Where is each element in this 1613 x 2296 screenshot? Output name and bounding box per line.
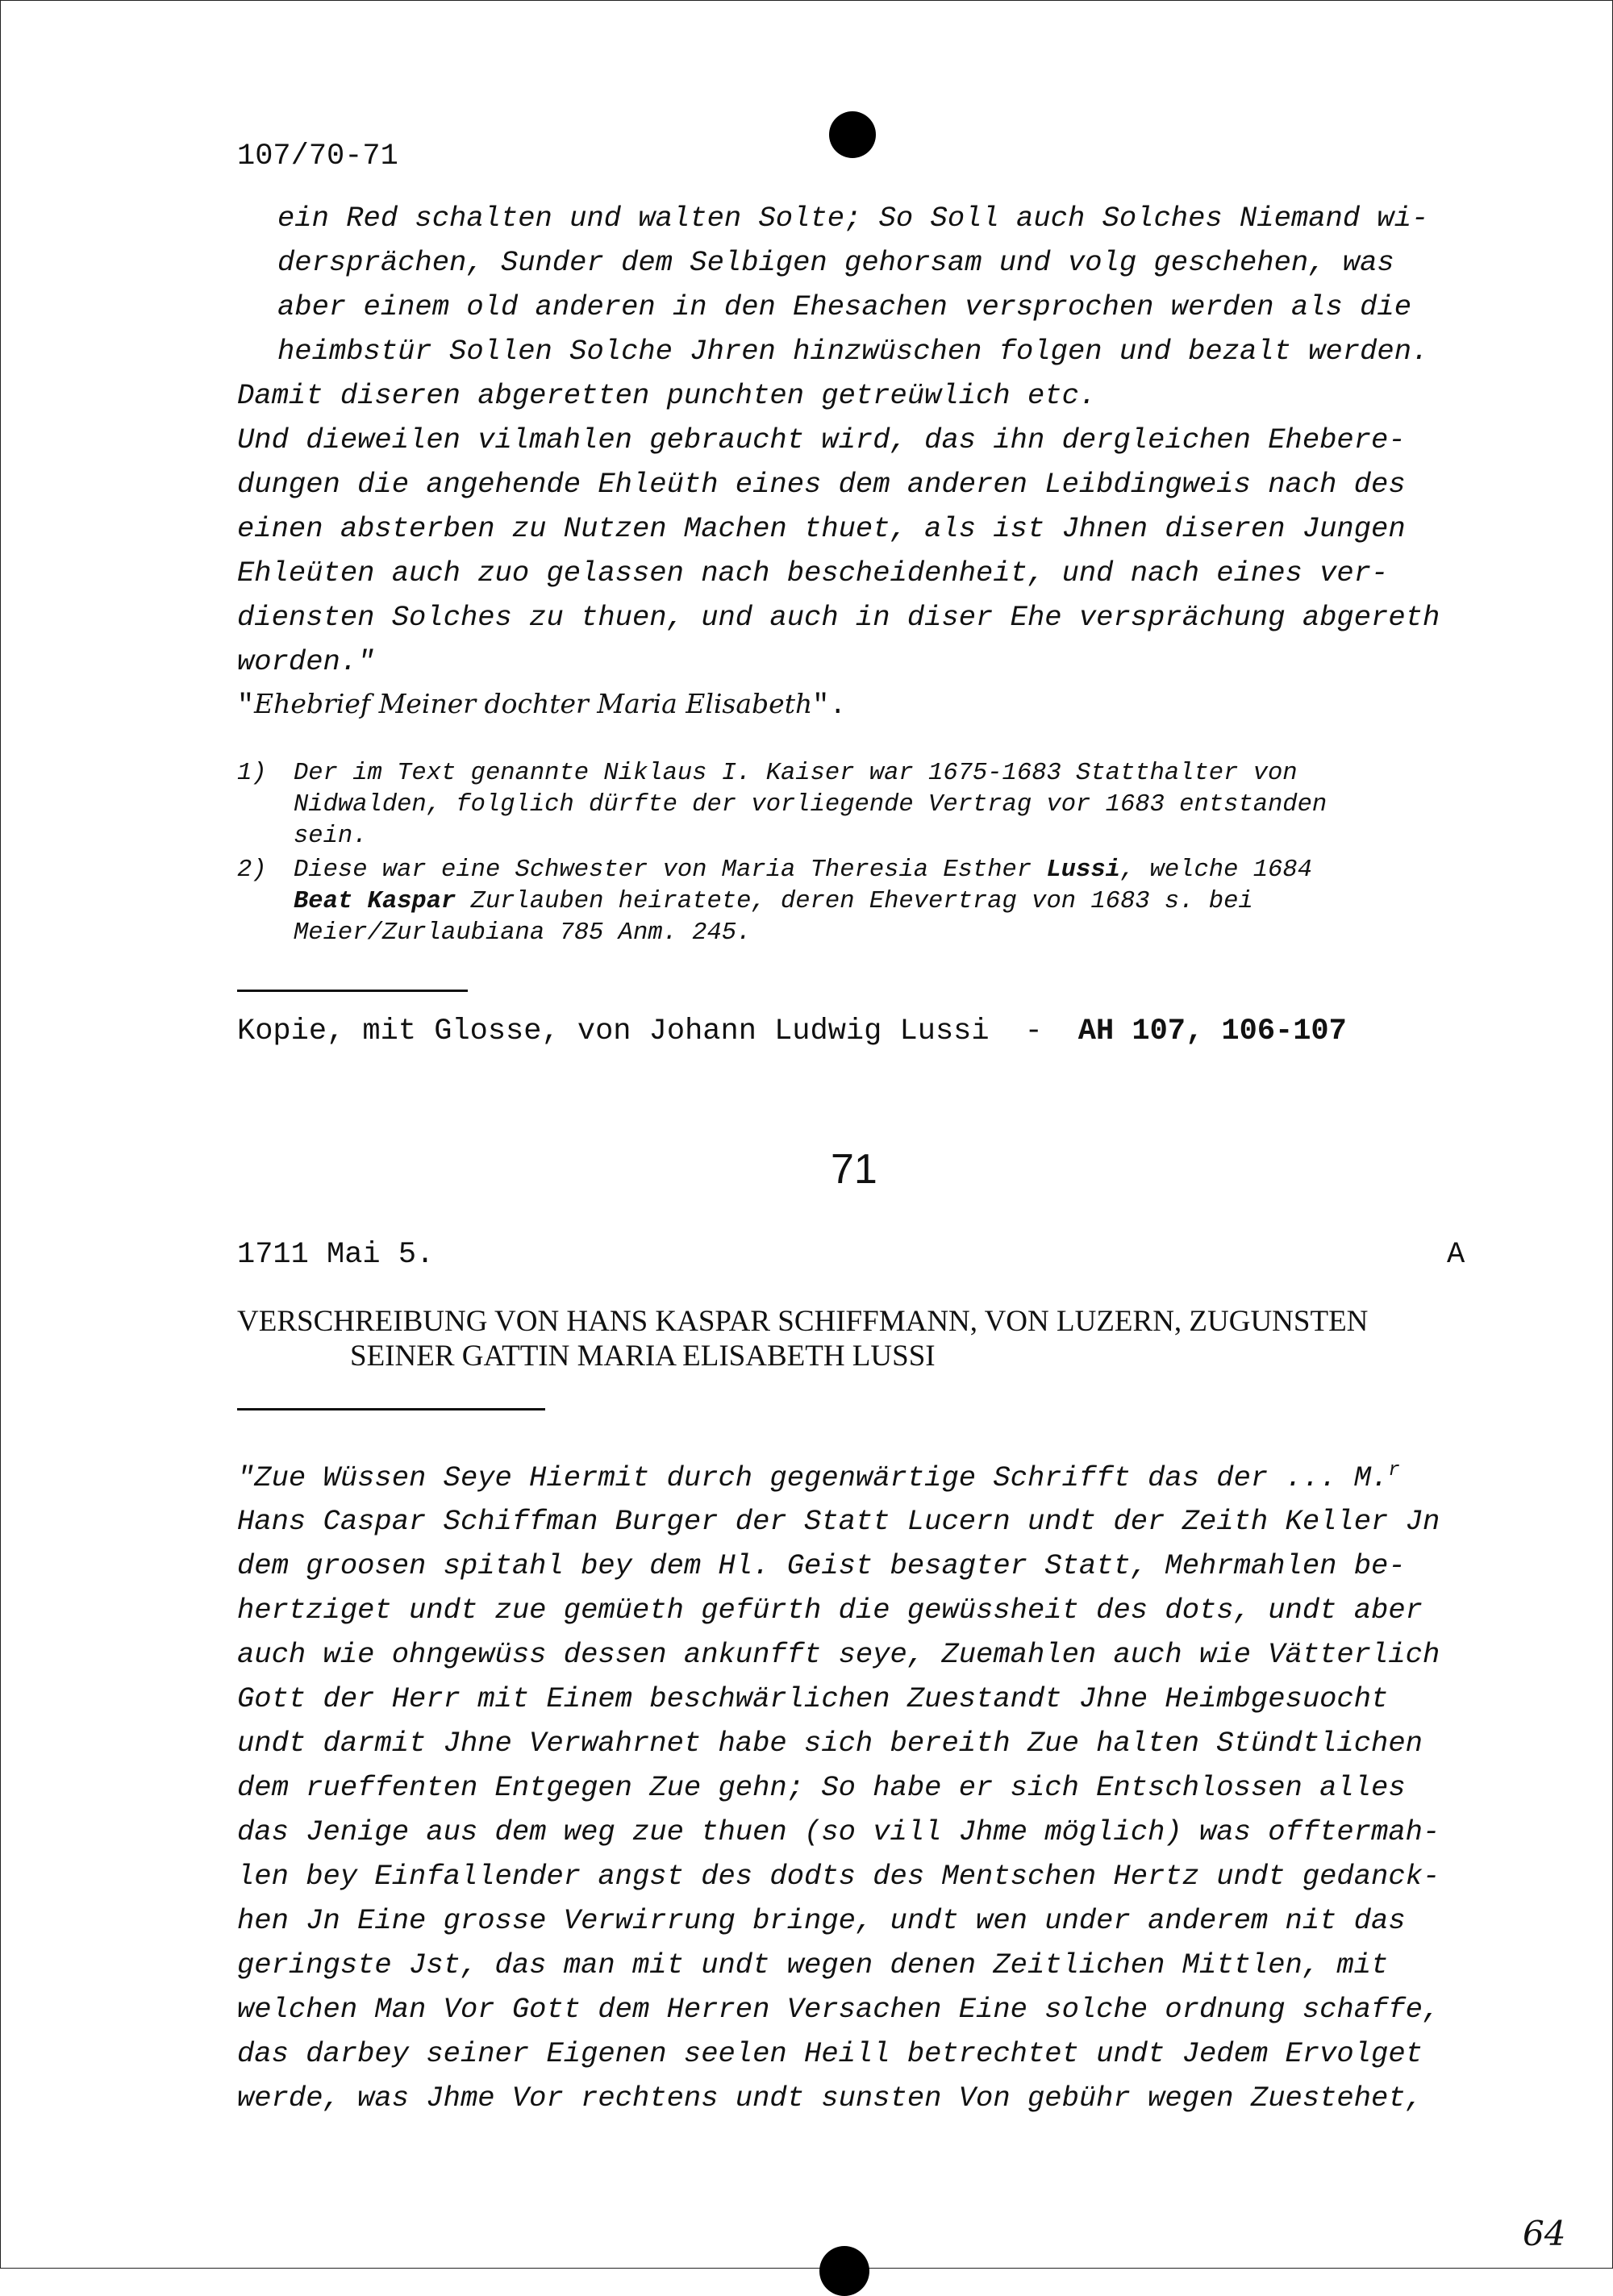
body-line: Gott der Herr mit Einem beschwärlichen Zuestandt Jhne Heimbgesuocht <box>237 1682 1389 1715</box>
source-text: Kopie, mit Glosse, von Johann Ludwig Lussi <box>237 1015 990 1048</box>
footnote-line <box>294 888 1253 915</box>
footnote-bold-name: Beat Kaspar <box>294 888 456 915</box>
glosse-line <box>237 688 846 722</box>
page-mark: 64 <box>1523 2214 1566 2253</box>
document-title: VERSCHREIBUNG VON HANS KASPAR SCHIFFMANN, VON LUZERN, ZUGUNSTEN <box>237 1305 1369 1338</box>
document-number: 71 <box>831 1146 877 1193</box>
footnote-line: Nidwalden, folglich dürfte der vorliegende Vertrag vor 1683 entstanden <box>294 791 1327 819</box>
body-line: Hans Caspar Schiffman Burger der Statt Lucern undt der Zeith Keller Jn <box>237 1505 1440 1538</box>
body-line <box>237 1460 1400 1494</box>
punch-hole-top <box>829 111 876 158</box>
continuation-line: dersprächen, Sunder dem Selbigen gehorsam und volg geschehen, was <box>277 246 1394 279</box>
continuation-line: aber einem old anderen in den Ehesachen versprochen werden als die <box>277 290 1412 323</box>
document-letter: A <box>1447 1238 1465 1272</box>
body-line: das darbey seiner Eigenen seelen Heill betrechtet undt Jedem Ervolget <box>237 2037 1423 2070</box>
paragraph-line: Damit diseren abgeretten punchten getreüwlich etc. <box>237 379 1097 412</box>
body-line: hen Jn Eine grosse Verwirrung bringe, undt wen under anderem nit das <box>237 1904 1406 1937</box>
footnote-text: Diese war eine Schwester von Maria Theresia Esther <box>294 856 1047 884</box>
body-line: welchen Man Vor Gott dem Herren Versachen Eine solche ordnung schaffe, <box>237 1993 1440 2026</box>
body-line: hertziget undt zue gemüeth gefürth die gewüssheit des dots, undt aber <box>237 1594 1423 1627</box>
body-line: werde, was Jhme Vor rechtens undt sunsten Von gebühr wegen Zuestehet, <box>237 2081 1423 2115</box>
paragraph-line: Und dieweilen vilmahlen gebraucht wird, das ihn dergleichen Eheberе- <box>237 423 1406 456</box>
body-line: len bey Einfallender angst des dodts des Mentschen Hertz undt gedanck- <box>237 1860 1440 1893</box>
separator-rule <box>237 1408 545 1411</box>
paragraph-line: Ehleüten auch zuo gelassen nach bescheidenheit, und nach eines ver- <box>237 556 1389 590</box>
body-line: dem groosen spitahl bey dem Hl. Geist besagter Statt, Mehrmahlen be- <box>237 1549 1406 1582</box>
source-dash: - <box>1024 1015 1043 1048</box>
document-date: 1711 Mai 5. <box>237 1238 435 1272</box>
footnote-number: 2) <box>237 856 267 884</box>
superscript: r <box>1388 1460 1400 1481</box>
header-ref: 107/70-71 <box>237 140 398 173</box>
body-line: undt darmit Jhne Verwahrnet habe sich bereith Zue halten Stündtlichen <box>237 1727 1423 1760</box>
glosse-handwritten: Ehebrief Meiner dochter Maria Elisabeth <box>254 688 813 719</box>
footnote-line <box>294 856 1312 884</box>
body-text: "Zue Wüssen Seye Hiermit durch gegenwärtige Schrifft das der ... M. <box>237 1461 1389 1494</box>
paragraph-line: diensten Solches zu thuen, und auch in diser Ehe versprächung abgereth <box>237 601 1440 634</box>
footnote-line: Meier/Zurlaubiana 785 Anm. 245. <box>294 919 752 947</box>
document-title: SEINER GATTIN MARIA ELISABETH LUSSI <box>350 1340 936 1373</box>
body-line: auch wie ohngewüss dessen ankunfft seye, Zuemahlen auch wie Vätterlich <box>237 1638 1440 1671</box>
body-line: das Jenige aus dem weg zue thuen (so vill Jhme möglich) was offtermah- <box>237 1815 1440 1848</box>
punch-hole-bottom <box>819 2246 869 2296</box>
source-line <box>237 1015 1347 1048</box>
paragraph-line: einen absterben zu Nutzen Machen thuet, als ist Jhnen diseren Jungen <box>237 512 1406 545</box>
separator-rule <box>237 990 468 992</box>
source-ref: AH 107, 106-107 <box>1077 1015 1347 1048</box>
footnote-text: Zurlauben heiratete, deren Ehevertrag von 1683 s. bei <box>456 888 1253 915</box>
body-line: dem rueffenten Entgegen Zue gehn; So habe er sich Entschlossen alles <box>237 1771 1406 1804</box>
body-line: geringste Jst, das man mit undt wegen denen Zeitlichen Mittlen, mit <box>237 1948 1389 1981</box>
footnote-number: 1) <box>237 760 267 787</box>
glosse-close-quote: ". <box>812 690 847 722</box>
continuation-line: ein Red schalten und walten Solte; So Soll auch Solches Niemand wi- <box>277 202 1429 235</box>
paragraph-line: dungen die angehende Ehleüth eines dem anderen Leibdingweis nach des <box>237 468 1406 501</box>
footnote-line: Der im Text genannte Niklaus I. Kaiser war 1675-1683 Statthalter von <box>294 760 1298 787</box>
glosse-open-quote: " <box>237 690 255 722</box>
footnote-bold-name: Lussi <box>1046 856 1120 884</box>
continuation-line: heimbstür Sollen Solche Jhren hinzwüschen folgen und bezalt werden. <box>277 335 1429 368</box>
footnote-text: , welche 1684 <box>1119 856 1312 884</box>
paragraph-line: worden." <box>237 645 375 678</box>
footnote-line: sein. <box>294 823 368 850</box>
